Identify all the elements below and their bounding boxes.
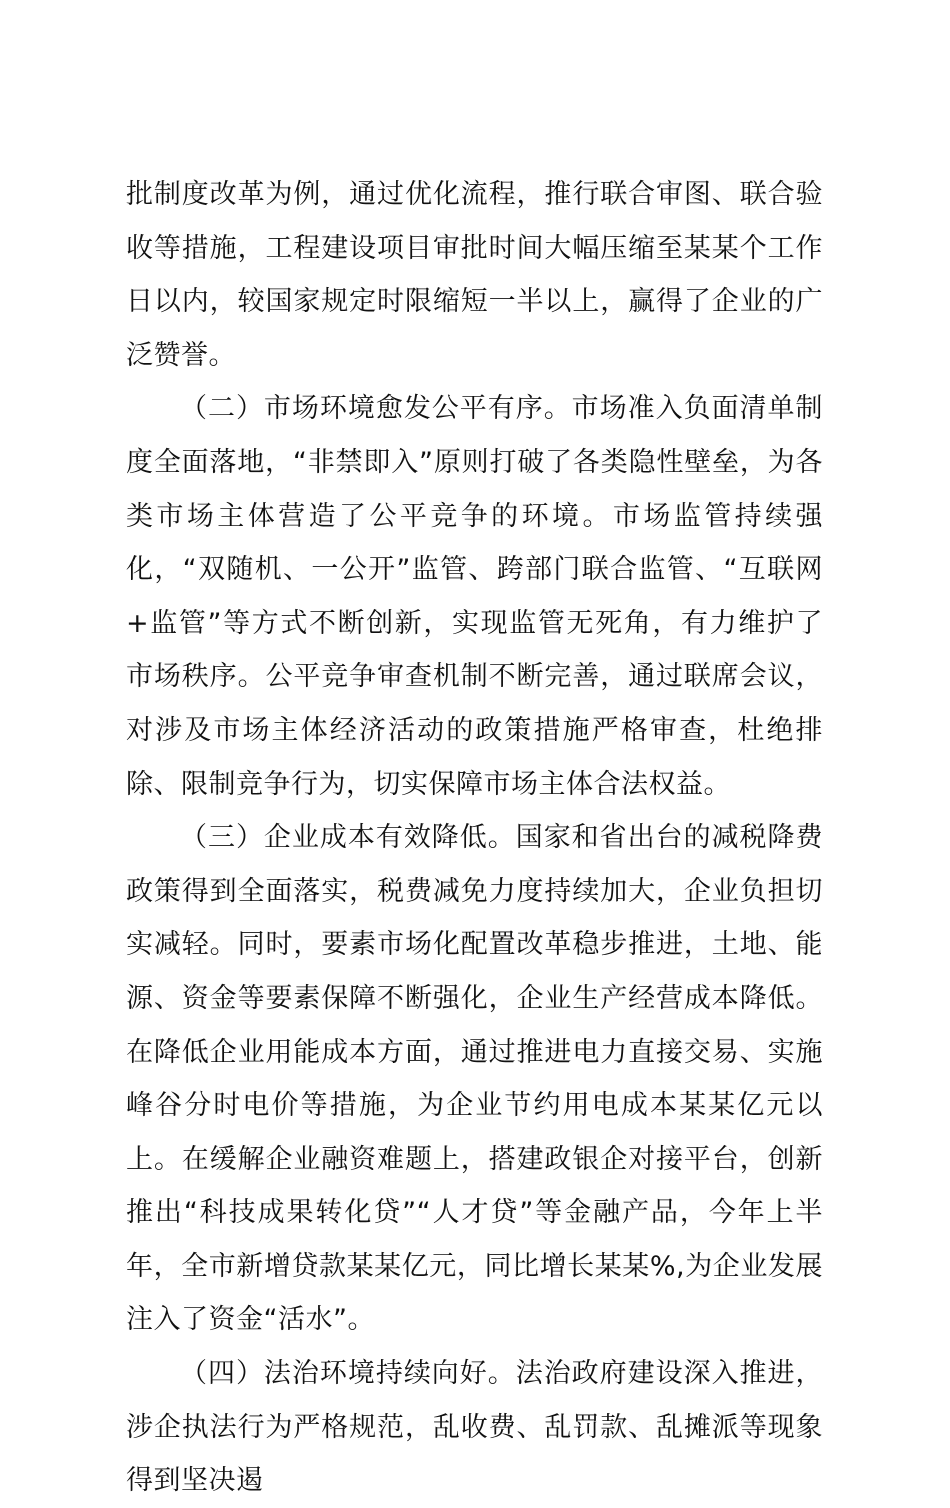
paragraph-market-environment: （二）市场环境愈发公平有序。市场准入负面清单制度全面落地，“非禁即入”原则打破了各类隐性壁垒，为各类市场主体营造了公平竞争的环境。市场监管持续强化，“双随机、一公开”监管、跨部门联合监管、“互联网+监管”等方式不断创新，实现监管无死角，有力维护了市场秩序。公平竞争审查机制不断完善，通过联席会议，对涉及市场主体经济活动的政策措施严格审查，杜绝排除、限制竞争行为，切实保障市场主体合法权益。 — [126, 393, 823, 800]
paragraph-legal-environment: （四）法治环境持续向好。法治政府建设深入推进，涉企执法行为严格规范，乱收费、乱罚款、乱摊派等现象得到坚决遏 — [126, 1358, 823, 1497]
document-body — [126, 168, 823, 1508]
paragraph-continuation: 批制度改革为例，通过优化流程，推行联合审图、联合验收等措施，工程建设项目审批时间大幅压缩至某某个工作日以内，较国家规定时限缩短一半以上，赢得了企业的广泛赞誉。 — [126, 179, 823, 371]
paragraph-enterprise-cost: （三）企业成本有效降低。国家和省出台的减税降费政策得到全面落实，税费减免力度持续加大，企业负担切实减轻。同时，要素市场化配置改革稳步推进，土地、能源、资金等要素保障不断强化，企业生产经营成本降低。在降低企业用能成本方面，通过推进电力直接交易、实施峰谷分时电价等措施，为企业节约用电成本某某亿元以上。在缓解企业融资难题上，搭建政银企对接平台，创新推出“科技成果转化贷”“人才贷”等金融产品，今年上半年，全市新增贷款某某亿元，同比增长某某%,为企业发展注入了资金“活水”。 — [126, 822, 823, 1336]
